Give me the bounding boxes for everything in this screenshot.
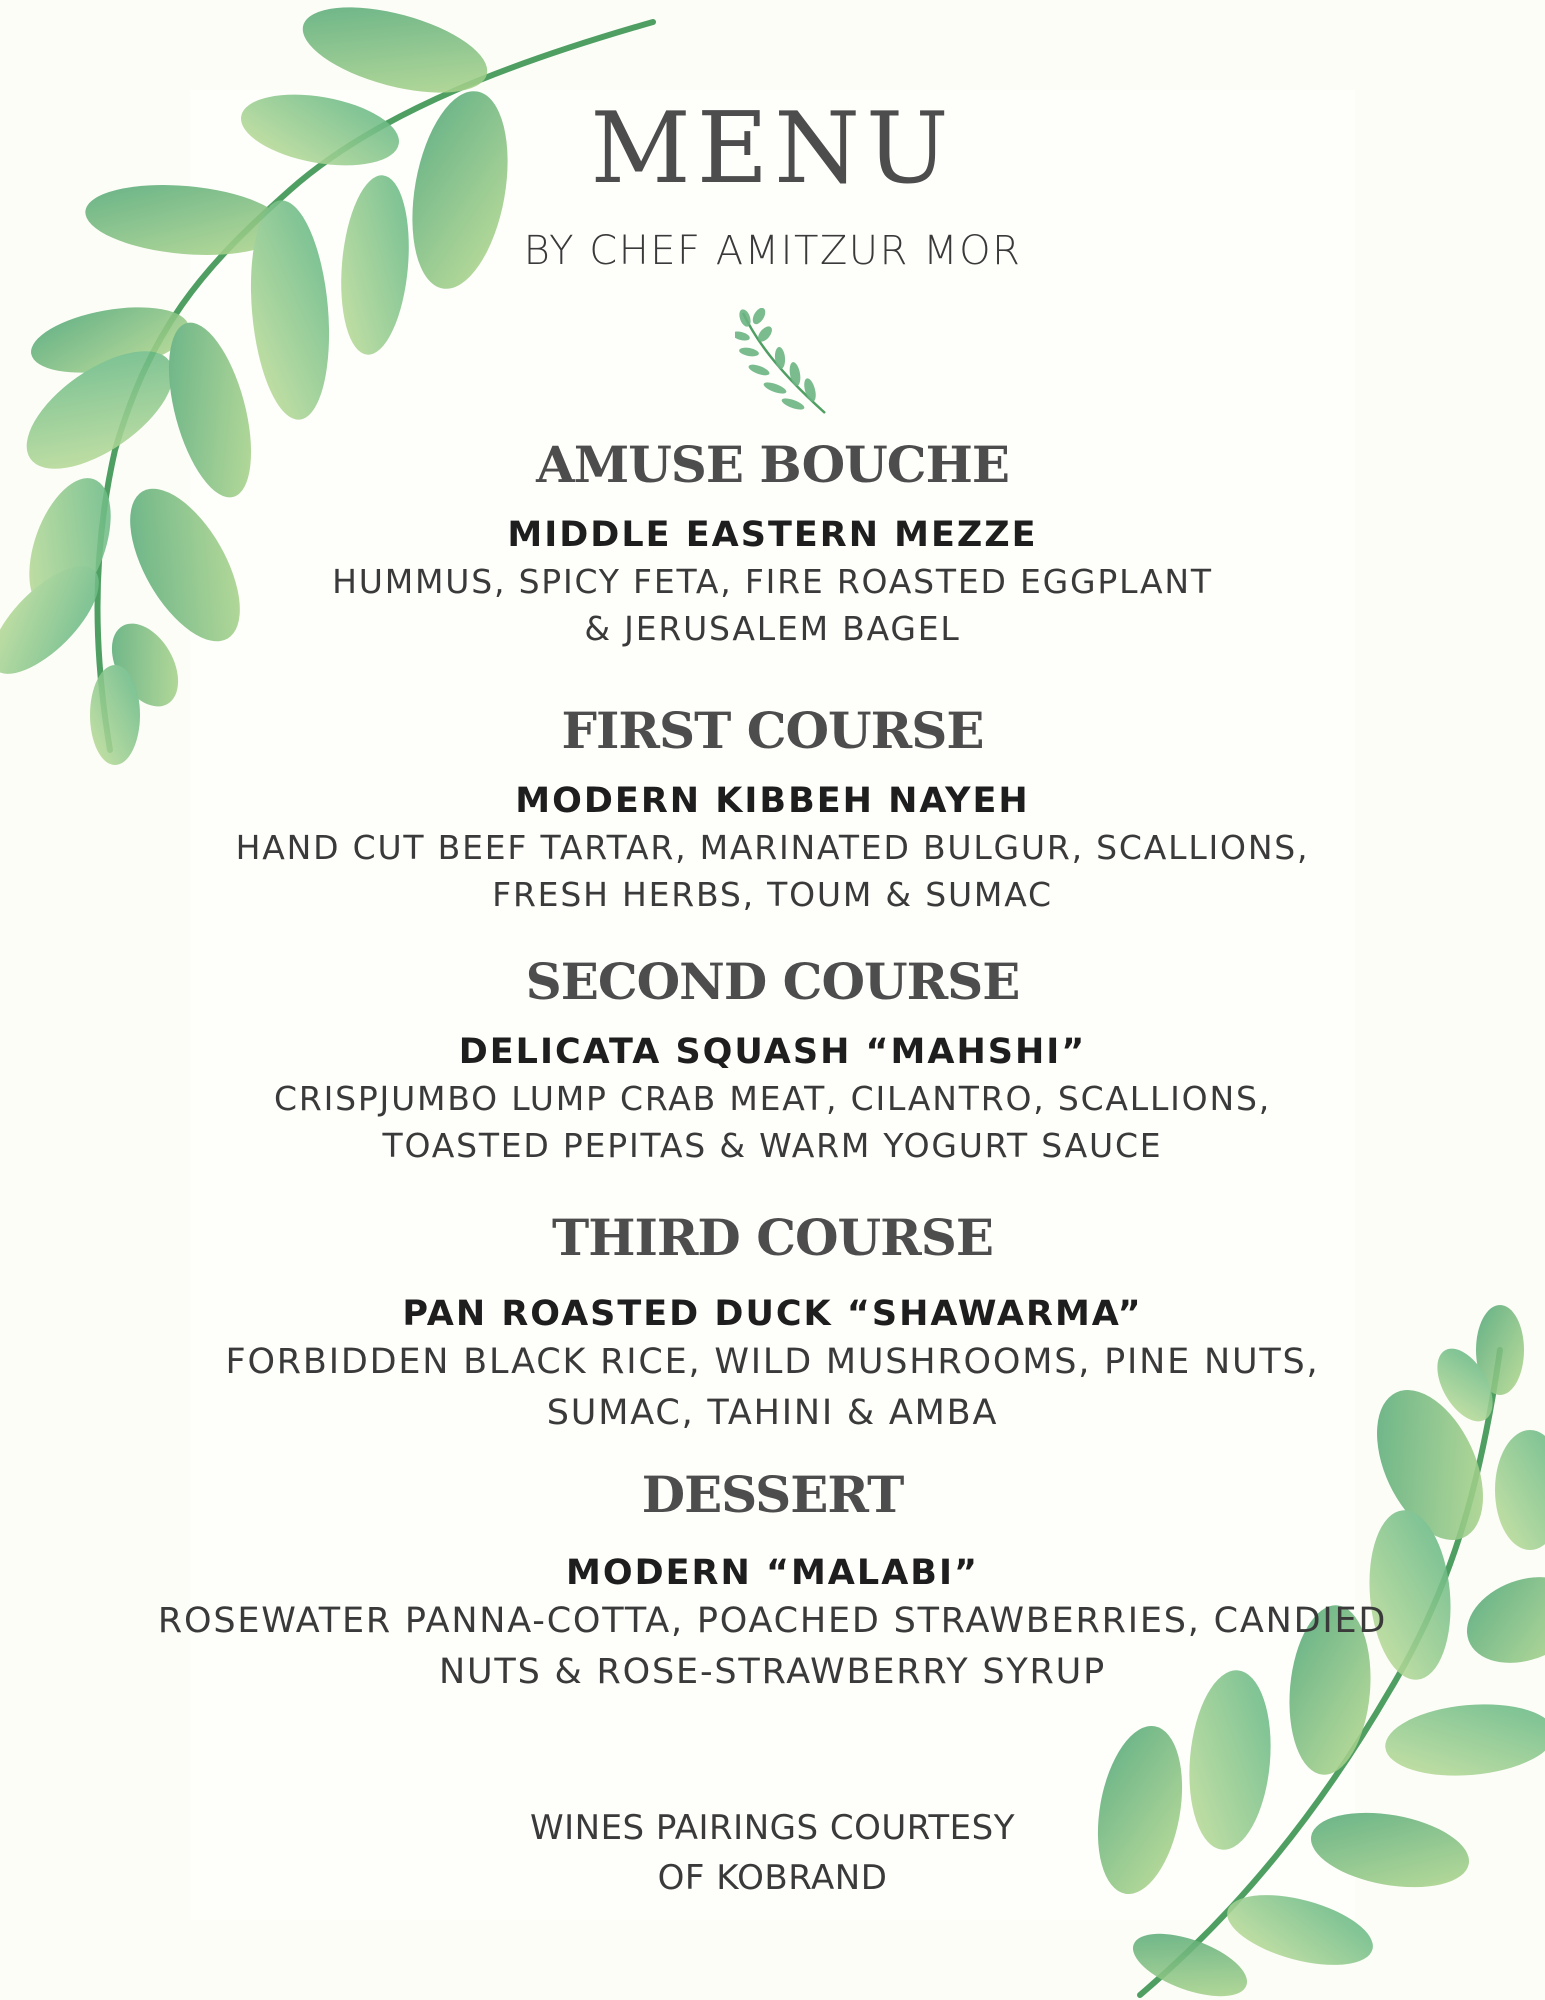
course-dessert	[0, 1465, 1545, 1698]
course-heading: FIRST COURSE	[561, 701, 984, 760]
dish-description-line: & JERUSALEM BAGEL	[584, 609, 961, 648]
wine-pairing-note	[0, 1803, 1545, 1903]
dish-description-line: CRISPJUMBO LUMP CRAB MEAT, CILANTRO, SCALLIONS,	[274, 1079, 1271, 1118]
course-heading: SECOND COURSE	[525, 952, 1020, 1011]
course-heading: AMUSE BOUCHE	[536, 435, 1009, 494]
dish-name: MODERN KIBBEH NAYEH	[515, 781, 1030, 821]
dish-description-line: HUMMUS, SPICY FETA, FIRE ROASTED EGGPLANT	[332, 562, 1213, 601]
course-second	[0, 952, 1545, 1169]
dish-name: MIDDLE EASTERN MEZZE	[507, 515, 1038, 555]
dish-description-line: TOASTED PEPITAS & WARM YOGURT SAUCE	[382, 1126, 1163, 1165]
chef-subtitle: BY CHEF AMITZUR MOR	[523, 228, 1022, 274]
page-title: MENU	[590, 92, 955, 206]
dish-description-line: SUMAC, TAHINI & AMBA	[546, 1393, 999, 1433]
course-heading: DESSERT	[641, 1465, 904, 1524]
wine-pairing-line: WINES PAIRINGS COURTESY	[529, 1808, 1016, 1848]
course-first	[0, 701, 1545, 918]
course-heading: THIRD COURSE	[552, 1208, 993, 1267]
dish-description-line: HAND CUT BEEF TARTAR, MARINATED BULGUR, SCALLIONS,	[235, 828, 1310, 867]
dish-description-line: ROSEWATER PANNA-COTTA, POACHED STRAWBERRIES, CANDIED	[157, 1601, 1388, 1641]
dish-name: MODERN “MALABI”	[566, 1553, 979, 1593]
dish-name: PAN ROASTED DUCK “SHAWARMA”	[402, 1294, 1143, 1334]
dish-description-line: FORBIDDEN BLACK RICE, WILD MUSHROOMS, PINE NUTS,	[225, 1342, 1320, 1382]
dish-description-line: FRESH HERBS, TOUM & SUMAC	[492, 875, 1053, 914]
wine-pairing-line: OF KOBRAND	[657, 1858, 888, 1898]
dish-description-line: NUTS & ROSE-STRAWBERRY SYRUP	[439, 1652, 1106, 1692]
course-third	[0, 1208, 1545, 1439]
course-amuse-bouche	[0, 435, 1545, 652]
dish-name: DELICATA SQUASH “MAHSHI”	[458, 1032, 1087, 1072]
sprig-icon	[735, 308, 830, 416]
